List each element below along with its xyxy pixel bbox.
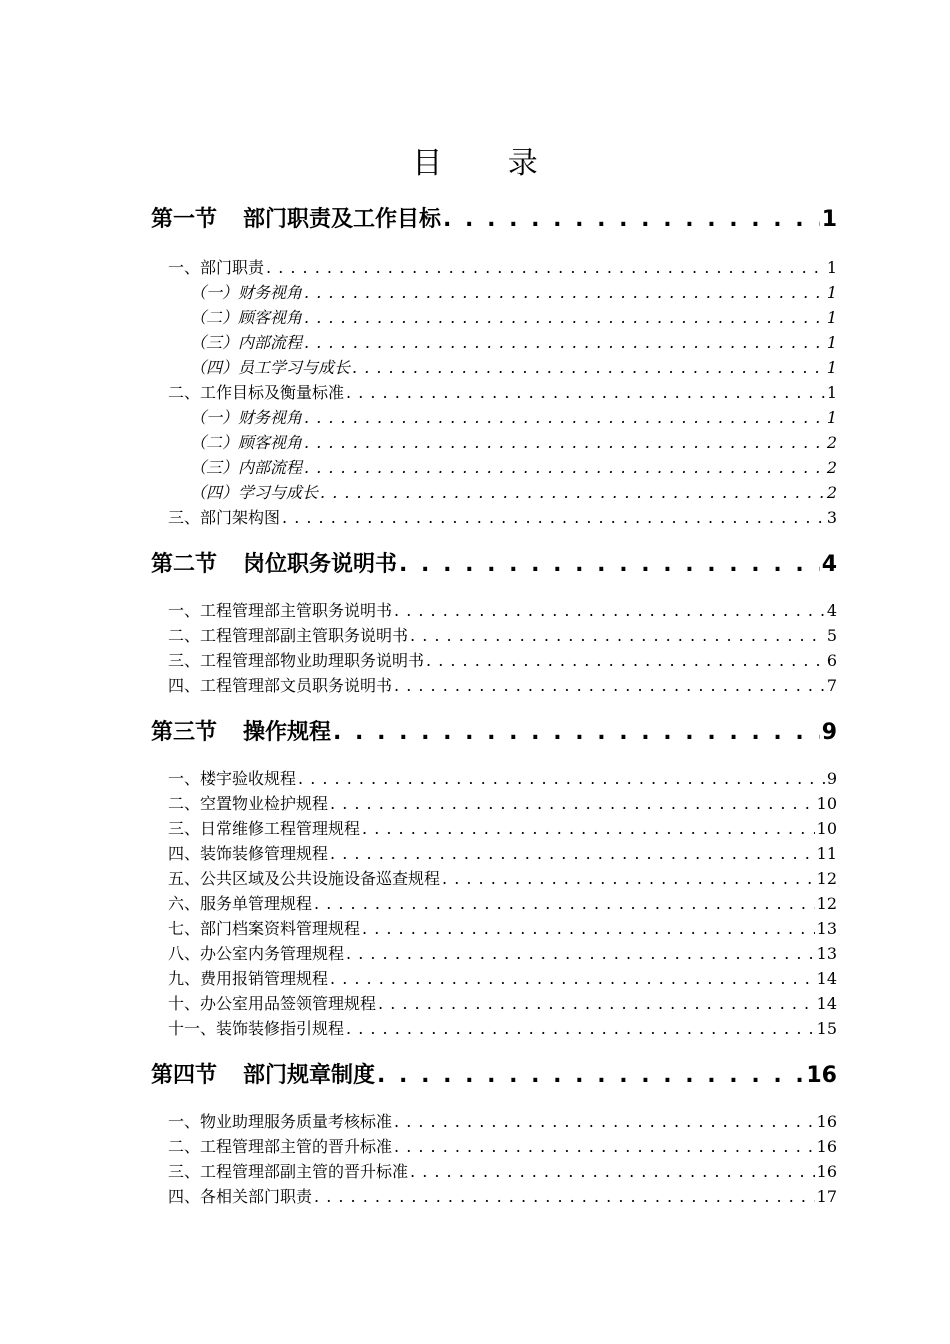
dot-leader — [314, 894, 815, 913]
toc-item[interactable] — [168, 255, 837, 277]
page-number: 13 — [816, 944, 837, 963]
item-label: 一、工程管理部主管职务说明书 — [168, 601, 393, 620]
toc-item[interactable] — [168, 505, 837, 527]
page-number: 11 — [816, 844, 837, 863]
toc-item[interactable] — [168, 1159, 837, 1181]
item-label: 十、办公室用品签领管理规程 — [168, 994, 377, 1013]
dot-leader — [352, 358, 825, 377]
page-number: 1 — [826, 408, 837, 427]
page-number: 1 — [821, 207, 837, 232]
dot-leader — [330, 844, 815, 863]
item-label: （三）内部流程 — [190, 333, 303, 352]
dot-leader — [394, 601, 825, 620]
toc-item[interactable] — [168, 766, 837, 788]
item-label: 一、楼宇验收规程 — [168, 769, 297, 788]
item-label: 五、公共区域及公共设施设备巡查规程 — [168, 869, 441, 888]
page-number: 6 — [826, 651, 837, 670]
toc-subitem[interactable] — [190, 430, 837, 452]
dot-leader — [410, 1162, 815, 1181]
section-title: 部门职责及工作目标 — [243, 207, 442, 232]
dot-leader — [399, 552, 820, 577]
dot-leader — [304, 283, 825, 302]
item-label: 一、物业助理服务质量考核标准 — [168, 1112, 393, 1131]
toc-item[interactable] — [168, 916, 837, 938]
page-number: 16 — [816, 1112, 837, 1131]
toc-item[interactable] — [168, 623, 837, 645]
page-number: 10 — [816, 794, 837, 813]
toc-item[interactable] — [168, 841, 837, 863]
dot-leader — [333, 720, 820, 745]
dot-leader — [282, 508, 825, 527]
page-number: 1 — [826, 358, 837, 377]
page-number: 1 — [826, 333, 837, 352]
page-number: 5 — [826, 626, 837, 645]
page-number: 10 — [816, 819, 837, 838]
page-number: 3 — [826, 508, 837, 527]
item-label: （二）顾客视角 — [190, 433, 303, 452]
item-label: 二、空置物业检护规程 — [168, 794, 329, 813]
dot-leader — [304, 408, 825, 427]
section-number: 第四节 — [151, 1063, 218, 1088]
item-label: 二、工程管理部副主管职务说明书 — [168, 626, 409, 645]
item-label: （四）学习与成长 — [190, 483, 319, 502]
toc-item[interactable] — [168, 941, 837, 963]
item-label: 三、部门架构图 — [168, 508, 281, 527]
toc-item[interactable] — [168, 966, 837, 988]
item-label: （一）财务视角 — [190, 408, 303, 427]
toc-item[interactable] — [168, 791, 837, 813]
dot-leader — [304, 458, 825, 477]
section-number: 第三节 — [151, 720, 218, 745]
dot-leader — [443, 207, 820, 232]
item-label: （二）顾客视角 — [190, 308, 303, 327]
dot-leader — [346, 383, 825, 402]
item-label: 四、工程管理部文员职务说明书 — [168, 676, 393, 695]
item-label: （四）员工学习与成长 — [190, 358, 351, 377]
dot-leader — [298, 769, 825, 788]
page-number: 1 — [826, 258, 837, 277]
toc-item[interactable] — [168, 866, 837, 888]
item-label: 三、日常维修工程管理规程 — [168, 819, 361, 838]
page-number: 12 — [816, 894, 837, 913]
item-label: （三）内部流程 — [190, 458, 303, 477]
toc-item[interactable] — [168, 1184, 837, 1206]
section-number: 第一节 — [151, 207, 218, 232]
dot-leader — [394, 1137, 815, 1156]
toc-item[interactable] — [168, 673, 837, 695]
dot-leader — [304, 308, 825, 327]
item-label: （一）财务视角 — [190, 283, 303, 302]
dot-leader — [394, 1112, 815, 1131]
dot-leader — [377, 1063, 804, 1088]
dot-leader — [346, 944, 815, 963]
toc-subitem[interactable] — [190, 305, 837, 327]
page-number: 4 — [826, 601, 837, 620]
toc-item[interactable] — [168, 816, 837, 838]
toc-subitem[interactable] — [190, 455, 837, 477]
item-label: 三、工程管理部副主管的晋升标准 — [168, 1162, 409, 1181]
item-label: 二、工程管理部主管的晋升标准 — [168, 1137, 393, 1156]
page-number: 14 — [816, 994, 837, 1013]
page-number: 2 — [826, 483, 837, 502]
page-number: 14 — [816, 969, 837, 988]
toc-subitem[interactable] — [190, 480, 837, 502]
dot-leader — [378, 994, 815, 1013]
page-number: 2 — [826, 458, 837, 477]
toc-item[interactable] — [168, 891, 837, 913]
item-label: 二、工作目标及衡量标准 — [168, 383, 345, 402]
dot-leader — [442, 869, 815, 888]
toc-section-1[interactable] — [151, 202, 837, 236]
toc-section-3[interactable] — [151, 715, 837, 749]
dot-leader — [362, 819, 815, 838]
toc-subitem[interactable] — [190, 405, 837, 427]
item-label: 十一、装饰装修指引规程 — [168, 1019, 345, 1038]
dot-leader — [394, 676, 825, 695]
page-number: 1 — [826, 383, 837, 402]
section-title: 部门规章制度 — [243, 1063, 376, 1088]
item-label: 七、部门档案资料管理规程 — [168, 919, 361, 938]
toc-item[interactable] — [168, 380, 837, 402]
dot-leader — [362, 919, 815, 938]
page-number: 16 — [816, 1137, 837, 1156]
page-number: 7 — [826, 676, 837, 695]
toc-item[interactable] — [168, 1016, 837, 1038]
dot-leader — [330, 969, 815, 988]
page-number: 2 — [826, 433, 837, 452]
item-label: 三、工程管理部物业助理职务说明书 — [168, 651, 425, 670]
item-label: 九、费用报销管理规程 — [168, 969, 329, 988]
page-number: 13 — [816, 919, 837, 938]
dot-leader — [346, 1019, 815, 1038]
toc-item[interactable] — [168, 991, 837, 1013]
page-number: 4 — [821, 552, 837, 577]
dot-leader — [266, 258, 825, 277]
toc-subitem[interactable] — [190, 330, 837, 352]
item-label: 四、各相关部门职责 — [168, 1187, 313, 1206]
dot-leader — [330, 794, 815, 813]
toc-section-4[interactable] — [151, 1058, 837, 1092]
section-title: 岗位职务说明书 — [243, 552, 398, 577]
page-number: 16 — [806, 1063, 837, 1088]
page-number: 15 — [816, 1019, 837, 1038]
page-number: 16 — [816, 1162, 837, 1181]
page-number: 1 — [826, 308, 837, 327]
toc-item[interactable] — [168, 648, 837, 670]
dot-leader — [410, 626, 825, 645]
toc-subitem[interactable] — [190, 355, 837, 377]
dot-leader — [426, 651, 825, 670]
dot-leader — [314, 1187, 815, 1206]
section-title: 操作规程 — [243, 720, 332, 745]
toc-section-2[interactable] — [151, 547, 837, 581]
section-number: 第二节 — [151, 552, 218, 577]
dot-leader — [304, 433, 825, 452]
item-label: 八、办公室内务管理规程 — [168, 944, 345, 963]
dot-leader — [304, 333, 825, 352]
toc-title: 目 录 — [412, 146, 566, 181]
toc-subitem[interactable] — [190, 280, 837, 302]
toc-item[interactable] — [168, 1109, 837, 1131]
page-number: 12 — [816, 869, 837, 888]
item-label: 四、装饰装修管理规程 — [168, 844, 329, 863]
item-label: 一、部门职责 — [168, 258, 265, 277]
toc-item[interactable] — [168, 1134, 837, 1156]
toc-item[interactable] — [168, 598, 837, 620]
page-number: 17 — [816, 1187, 837, 1206]
page-number: 1 — [826, 283, 837, 302]
page-number: 9 — [821, 720, 837, 745]
item-label: 六、服务单管理规程 — [168, 894, 313, 913]
dot-leader — [320, 483, 825, 502]
page-number: 9 — [826, 769, 837, 788]
